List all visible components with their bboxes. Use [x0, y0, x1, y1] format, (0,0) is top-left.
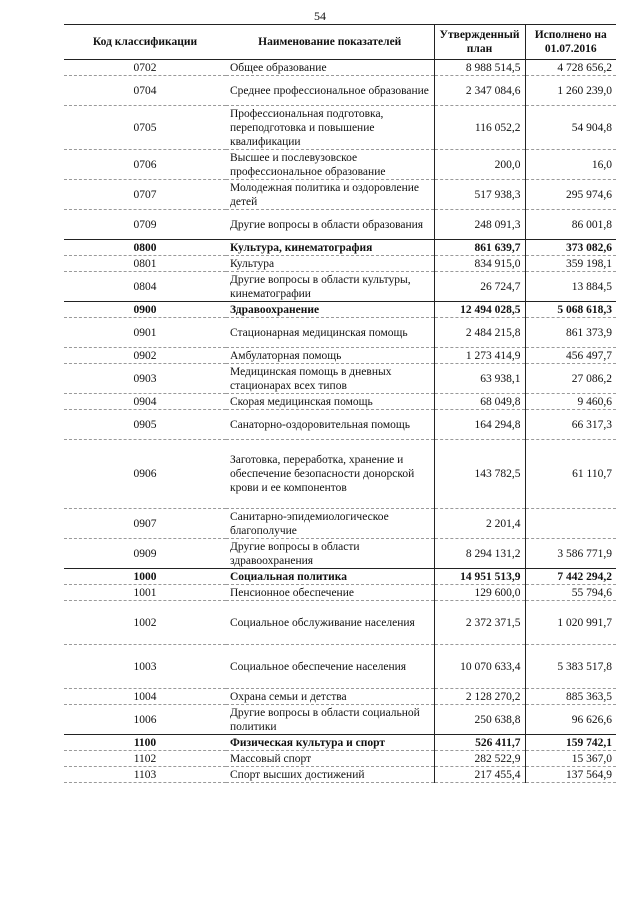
cell-done: 373 082,6	[525, 240, 616, 256]
cell-done: 137 564,9	[525, 767, 616, 783]
cell-code: 0704	[64, 76, 226, 106]
table-row	[64, 585, 616, 601]
header-code: Код классификации	[64, 25, 226, 60]
cell-done: 861 373,9	[525, 318, 616, 348]
table-row	[64, 60, 616, 76]
header-plan-line2: план	[466, 43, 493, 55]
table-row	[64, 601, 616, 645]
cell-plan: 2 201,4	[434, 509, 525, 539]
cell-plan: 861 639,7	[434, 240, 525, 256]
cell-name: Профессиональная подготовка, переподготовка и повышение квалификации	[226, 106, 434, 150]
section-row	[64, 302, 616, 318]
cell-code: 0800	[64, 240, 226, 256]
cell-name: Стационарная медицинская помощь	[226, 318, 434, 348]
cell-done: 66 317,3	[525, 410, 616, 440]
cell-name: Санаторно-оздоровительная помощь	[226, 410, 434, 440]
header-done-line2: 01.07.2016	[544, 43, 597, 55]
cell-name: Социальная политика	[226, 569, 434, 585]
cell-code: 1102	[64, 751, 226, 767]
cell-name: Другие вопросы в области образования	[226, 210, 434, 240]
table-row	[64, 76, 616, 106]
header-done-line1: Исполнено на	[534, 29, 607, 41]
cell-code: 1000	[64, 569, 226, 585]
table-row	[64, 705, 616, 735]
cell-done: 4 728 656,2	[525, 60, 616, 76]
table-row	[64, 509, 616, 539]
cell-code: 0702	[64, 60, 226, 76]
cell-name: Санитарно-эпидемиологическое благополучие	[226, 509, 434, 539]
cell-plan: 129 600,0	[434, 585, 525, 601]
cell-code: 1002	[64, 601, 226, 645]
cell-done: 13 884,5	[525, 272, 616, 302]
table-row	[64, 410, 616, 440]
cell-plan: 8 294 131,2	[434, 539, 525, 569]
cell-plan: 834 915,0	[434, 256, 525, 272]
cell-done: 1 260 239,0	[525, 76, 616, 106]
cell-plan: 517 938,3	[434, 180, 525, 210]
section-row	[64, 735, 616, 751]
table-row	[64, 645, 616, 689]
section-row	[64, 569, 616, 585]
table-row	[64, 539, 616, 569]
cell-code: 1006	[64, 705, 226, 735]
table-row	[64, 751, 616, 767]
table-row	[64, 256, 616, 272]
cell-plan: 68 049,8	[434, 394, 525, 410]
cell-done: 885 363,5	[525, 689, 616, 705]
table-body	[64, 60, 616, 783]
section-row	[64, 240, 616, 256]
cell-code: 0706	[64, 150, 226, 180]
cell-name: Массовый спорт	[226, 751, 434, 767]
cell-done: 27 086,2	[525, 364, 616, 394]
cell-done: 96 626,6	[525, 705, 616, 735]
cell-name: Другие вопросы в области культуры, кинематографии	[226, 272, 434, 302]
cell-plan: 12 494 028,5	[434, 302, 525, 318]
cell-code: 0801	[64, 256, 226, 272]
cell-done: 7 442 294,2	[525, 569, 616, 585]
cell-code: 1001	[64, 585, 226, 601]
cell-code: 0904	[64, 394, 226, 410]
table-header	[64, 25, 616, 60]
cell-name: Социальное обслуживание населения	[226, 601, 434, 645]
cell-done: 15 367,0	[525, 751, 616, 767]
cell-code: 0907	[64, 509, 226, 539]
cell-code: 1100	[64, 735, 226, 751]
cell-plan: 2 128 270,2	[434, 689, 525, 705]
cell-name: Амбулаторная помощь	[226, 348, 434, 364]
cell-done: 1 020 991,7	[525, 601, 616, 645]
header-name: Наименование показателей	[226, 25, 434, 60]
cell-code: 0909	[64, 539, 226, 569]
cell-plan: 10 070 633,4	[434, 645, 525, 689]
table-row	[64, 272, 616, 302]
cell-done: 55 794,6	[525, 585, 616, 601]
table-row	[64, 180, 616, 210]
cell-name: Молодежная политика и оздоровление детей	[226, 180, 434, 210]
cell-name: Культура, кинематография	[226, 240, 434, 256]
cell-name: Заготовка, переработка, хранение и обеспечение безопасности донорской крови и ее компонентов	[226, 440, 434, 509]
table-row	[64, 106, 616, 150]
table-row	[64, 210, 616, 240]
cell-done	[525, 509, 616, 539]
cell-code: 0709	[64, 210, 226, 240]
table-row	[64, 318, 616, 348]
cell-plan: 2 347 084,6	[434, 76, 525, 106]
cell-done: 295 974,6	[525, 180, 616, 210]
cell-plan: 164 294,8	[434, 410, 525, 440]
cell-name: Высшее и послевузовское профессиональное образование	[226, 150, 434, 180]
page-number: 54	[314, 9, 326, 23]
cell-plan: 26 724,7	[434, 272, 525, 302]
cell-name: Общее образование	[226, 60, 434, 76]
cell-done: 3 586 771,9	[525, 539, 616, 569]
cell-code: 0707	[64, 180, 226, 210]
cell-code: 0705	[64, 106, 226, 150]
cell-code: 0903	[64, 364, 226, 394]
cell-plan: 8 988 514,5	[434, 60, 525, 76]
cell-plan: 143 782,5	[434, 440, 525, 509]
cell-plan: 217 455,4	[434, 767, 525, 783]
table-row	[64, 364, 616, 394]
cell-plan: 14 951 513,9	[434, 569, 525, 585]
cell-done: 9 460,6	[525, 394, 616, 410]
cell-done: 54 904,8	[525, 106, 616, 150]
cell-plan: 116 052,2	[434, 106, 525, 150]
cell-name: Скорая медицинская помощь	[226, 394, 434, 410]
cell-done: 359 198,1	[525, 256, 616, 272]
cell-done: 61 110,7	[525, 440, 616, 509]
table-row	[64, 394, 616, 410]
cell-code: 1103	[64, 767, 226, 783]
header-plan	[434, 25, 525, 60]
budget-table	[64, 24, 616, 783]
cell-name: Спорт высших достижений	[226, 767, 434, 783]
cell-code: 1004	[64, 689, 226, 705]
cell-plan: 200,0	[434, 150, 525, 180]
cell-plan: 2 372 371,5	[434, 601, 525, 645]
table-row	[64, 150, 616, 180]
cell-name: Другие вопросы в области социальной политики	[226, 705, 434, 735]
cell-plan: 2 484 215,8	[434, 318, 525, 348]
cell-plan: 1 273 414,9	[434, 348, 525, 364]
cell-code: 0902	[64, 348, 226, 364]
cell-name: Среднее профессиональное образование	[226, 76, 434, 106]
cell-plan: 282 522,9	[434, 751, 525, 767]
cell-name: Другие вопросы в области здравоохранения	[226, 539, 434, 569]
cell-done: 16,0	[525, 150, 616, 180]
cell-name: Культура	[226, 256, 434, 272]
cell-plan: 63 938,1	[434, 364, 525, 394]
cell-name: Социальное обеспечение населения	[226, 645, 434, 689]
cell-plan: 250 638,8	[434, 705, 525, 735]
cell-code: 0804	[64, 272, 226, 302]
cell-name: Физическая культура и спорт	[226, 735, 434, 751]
cell-code: 0905	[64, 410, 226, 440]
cell-done: 456 497,7	[525, 348, 616, 364]
table-row	[64, 348, 616, 364]
cell-name: Здравоохранение	[226, 302, 434, 318]
table-row	[64, 767, 616, 783]
cell-done: 5 383 517,8	[525, 645, 616, 689]
cell-code: 0906	[64, 440, 226, 509]
cell-code: 0900	[64, 302, 226, 318]
cell-done: 159 742,1	[525, 735, 616, 751]
header-plan-line1: Утвержденный	[439, 29, 520, 41]
cell-name: Пенсионное обеспечение	[226, 585, 434, 601]
cell-plan: 526 411,7	[434, 735, 525, 751]
cell-name: Охрана семьи и детства	[226, 689, 434, 705]
header-done	[525, 25, 616, 60]
cell-code: 1003	[64, 645, 226, 689]
cell-done: 5 068 618,3	[525, 302, 616, 318]
table-row	[64, 440, 616, 509]
cell-name: Медицинская помощь в дневных стационарах всех типов	[226, 364, 434, 394]
cell-plan: 248 091,3	[434, 210, 525, 240]
table-row	[64, 689, 616, 705]
cell-code: 0901	[64, 318, 226, 348]
cell-done: 86 001,8	[525, 210, 616, 240]
